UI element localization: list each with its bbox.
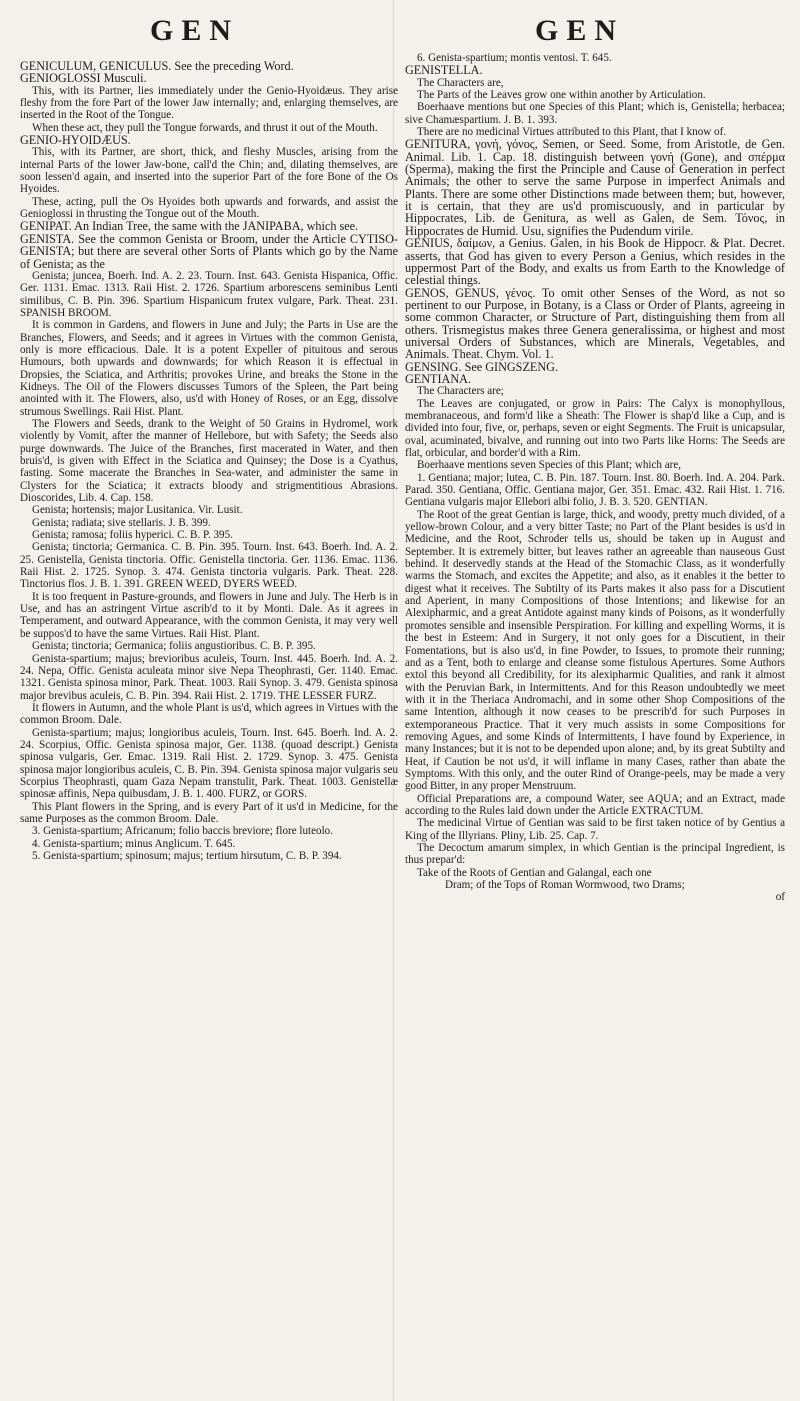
entry-paragraph: There are no medicinal Virtues attributed to this Plant, that I know of. <box>417 126 727 139</box>
entry-headword-paragraph: GENIPAT. An Indian Tree, the same with the JANIPABA, which see. <box>20 219 359 234</box>
entry-paragraph: It is common in Gardens, and flowers in June and July; the Parts in Use are the Branches, Flowers, and Seeds; and it agrees in Virtues with the common Genista, only is more efficacious. Dale. It is a potent Expeller of pituitous and serous Humours, both upwards and downwards; for which Reason it is effectual in Dropsies, the Sciatica, and Arthritis; provokes Urine, and breaks the Stone in the Kidneys. The Oil of the Flowers discusses Tumors of the Spleen, the Part being anointed with it. The Flowers, also, us'd with Honey of Roses, or an Egg, dissolve strumous Swellings. Raii Hist. Plant. <box>20 319 398 418</box>
entry-paragraph: These, acting, pull the Os Hyoides both upwards and forwards, and assist the Genioglossi in thrusting the Tongue out of the Mouth. <box>20 195 398 221</box>
entry-headword-paragraph: GENTIANA. <box>405 371 472 386</box>
entry-paragraph: 1. Gentiana; major; lutea, C. B. Pin. 187. Tourn. Inst. 80. Boerh. Ind. A. 204. Park. Parad. 350. Gentiana, Offic. Gentiana major, Ger. 351. Emac. 432. Raii Hist. 1. 716. Gentiana vulgaris major Ellebori albi folio, J. B. 3. 520. GENTIAN. <box>405 471 785 509</box>
entry-headword-paragraph: GENITURA, γονή, γόνος, Semen, or Seed. Some, from Aristotle, de Gen. Animal. Lib. 1. Cap. 18. distinguish between γονή (Gone), and σπέρμα (Sperma), making the first the Principle and Cause of Generation in perfect Animals; the other to serve the same Purpose in imperfect Animals and Plants. There are some other Distinctions made between them; but, however, it is certain, that they are us'd promiscuously, and in particular by Hippocrates, Lib. de Genitura, as well as Galen, de Sem. Τόνος, in Hippocrates de Humid. Usu, signifies the Pudendum virile. <box>405 137 785 238</box>
entry-paragraph: 4. Genista-spartium; minus Anglicum. T. 645. <box>32 837 236 850</box>
entry-paragraph: Take of the Roots of Gentian and Galangal, each one <box>417 866 652 879</box>
entry-headword-paragraph: GENISTELLA. <box>405 63 483 78</box>
entry-headword-paragraph: GENIUS, δαίμων, a Genius. Galen, in his Book de Hippocr. & Plat. Decret. asserts, that God has given to every Person a Genius, which resides in the uppermost Part of the Body, and exalts us from Earth to the Knowledge of celestial things. <box>405 236 785 288</box>
entry-paragraph: The Leaves are conjugated, or grow in Pairs: The Calyx is monophyllous, membranaceous, and form'd like a Sheath: The Flower is shap'd like a Cup, and is divided into four, five, or, perhaps, seven or eight Segments. The Fruit is unicapsular, oval, acuminated, bivalve, and running out into two Parts like Horns: The Seeds are flat, orbicular, and border'd with a Rim. <box>405 397 785 459</box>
entry-paragraph: The Root of the great Gentian is large, thick, and woody, pretty much divided, of a yellow-brown Colour, and a very bitter Taste; no Part of the Plant besides is us'd in Medicine, and the Root, Schroder tells us, should be taken up in August and September. It is extremely bitter, but leaves rather an agreeable than nauseous Gust behind. It deservedly stands at the Head of the Stomachic Class, as it wonderfully warms the Stomach, and excites the Appetite; and also, as it enables it the better to digest what it receives. The Subtilty of its Parts makes it also pass for a Discutient and Aperient, in many Compositions of those Intentions; and likewise for an Alexipharmic, and a great Antidote against many kinds of Poisons, as it wonderfully promotes sensible and insensible Perspiration. For killing and expelling Worms, it is the best in Esteem: And in Surgery, it not only goes for a Discutient, in their Fomentations, but is also us'd, in fine Powder, to Issues, to promote their running; and as a Tent, both to enlarge and cleanse some fistulous Apertures. Some Authors extol this beyond all Credibility, for its alexipharmic Qualities, and rank it almost with the Peruvian Bark, in Intermittents. And for this Reason undoubtedly we meet with it in the Theriaca Andromachi, and in some other Shop Compositions of the same Intention, although it now ceases to be prescrib'd for such Purposes in extemporaneous Practice. That it very much assists in some Compositions for removing Agues, and some Kinds of Intermittents, I have found by Experience, in many Instances; but it is not to be depended upon alone; and, by its great Subtilty and Heat, if Caution be not us'd, it will inflame in many Cases, rather than abate the Symptoms. With this only, and the outer Rind of Orange-peels, may be made a very good Bitter, in any proper Menstruum. <box>405 508 785 793</box>
entry-paragraph: Genista; tinctoria; Germanica; foliis angustioribus. C. B. P. 395. <box>32 640 316 653</box>
entry-paragraph: The Characters are, <box>417 76 504 89</box>
entry-paragraph: This, with its Partner, are short, thick, and fleshy Muscles, arising from the internal Parts of the lower Jaw-bone, call'd the Chin; and, dilating themselves, are soon lessen'd again, and inserted into the superior Part of the fore Bone of the Os Hyoides. <box>20 146 398 196</box>
entry-paragraph: The medicinal Virtue of Gentian was said to be first taken notice of by Gentius a King of the Illyrians. Pliny, Lib. 25. Cap. 7. <box>405 817 785 842</box>
entry-paragraph: Genista; juncea, Boerh. Ind. A. 2. 23. Tourn. Inst. 643. Genista Hispanica, Offic. Ger. 1131. Emac. 1313. Raii Hist. 2. 1726. Spartium arborescens seminibus Lenti similibus, C. B. Pin. 396. Spartium Hispanicum frutex vulgare, Park. Theat. 231. SPANISH BROOM. <box>20 269 398 319</box>
entry-paragraph: 5. Genista-spartium; spinosum; majus; tertium hirsutum, C. B. P. 394. <box>32 850 342 862</box>
entry-paragraph: Genista; tinctoria; Germanica. C. B. Pin. 395. Tourn. Inst. 643. Boerh. Ind. A. 2. 25. Genistella, Genista tinctoria. Offic. Genistella tinctoria. Ger. 1136. Emac. 1136. Raii Hist. 2. 1725. Synop. 3. 474. Genista tinctoria vulgaris. Park. Theat. 228. Tinctorius flos. J. B. 1. 391. GREEN WEED, DYERS WEED. <box>20 541 398 591</box>
entry-paragraph: The Characters are; <box>417 385 504 398</box>
entry-paragraph: of <box>775 891 785 904</box>
entry-paragraph: This Plant flowers in the Spring, and is every Part of it us'd in Medicine, for the same Purposes as the common Broom. Dale. <box>20 800 398 825</box>
entry-headword-paragraph: GENISTA. See the common Genista or Broom, under the Article CYTISO-GENISTA; but there are several other Sorts of Plants which go by the Name of Genista; as the <box>20 231 398 271</box>
entry-paragraph: The Parts of the Leaves grow one within another by Articulation. <box>417 89 706 102</box>
entry-paragraph: Genista; ramosa; foliis hyperici. C. B. P. 395. <box>32 529 233 542</box>
entry-headword-paragraph: GENIO-HYOIDÆUS. <box>20 133 131 148</box>
entry-headword-paragraph: GENOS, GENUS, γένος. To omit other Senses of the Word, as not so pertinent to our Purpose, in Botany, is a Class or Order of Plants, agreeing in some common Character, or Structure of Part, distinguishing them from all others. Trismegistus makes three Genera generalissima, or highest and most universal Orders of Substances, which are Minerals, Vegetables, and Animals. Theat. Chym. Vol. 1. <box>405 285 785 362</box>
entry-paragraph: 3. Genista-spartium; Africanum; folio baccis breviore; flore luteolo. <box>32 825 333 838</box>
entry-paragraph: Official Preparations are, a compound Water, see AQUA; and an Extract, made according to the Rules laid down under the Article EXTRACTUM. <box>405 792 785 817</box>
right-column <box>405 52 785 904</box>
entry-paragraph: Genista; radiata; sive stellaris. J. B. 399. <box>32 516 211 529</box>
entry-paragraph: Genista-spartium; majus; longioribus aculeis, Tourn. Inst. 645. Boerh. Ind. A. 2. 24. Scorpius, Offic. Genista spinosa major, Ger. 1138. (quoad descript.) Genista spinosa vulgaris, Ger. Emac. 1319. Raii Hist. 2. 1729. Synop. 3. 475. Genista spinosa major longioribus aculeis, C. B. Pin. 394. Genista spinosa major vulgaris seu Scorpius Theophrasti, quam Gaza Nepam transtulit, Park. Theat. 1003. Genistellæ spinosæ affinis, Nepa quibusdam, J. B. 1. 400. FURZ, or GORS. <box>20 726 398 801</box>
entry-paragraph: Genista; hortensis; major Lusitanica. Vir. Lusit. <box>32 504 243 517</box>
entry-paragraph: When these act, they pull the Tongue forwards, and thrust it out of the Mouth. <box>32 121 378 134</box>
running-head-left: GEN <box>150 14 240 47</box>
entry-headword-paragraph: GENIOGLOSSI Musculi. <box>20 71 147 86</box>
entry-headword-paragraph: GENICULUM, GENICULUS. See the preceding Word. <box>20 59 294 73</box>
entry-paragraph: This, with its Partner, lies immediately under the Genio-Hyoidæus. They arise fleshy from the fore Part of the lower Jaw internally; and, enlarging themselves, are inserted in the Root of the Tongue. <box>20 84 398 122</box>
entry-paragraph: 6. Genista-spartium; montis ventosi. T. 645. <box>417 52 612 64</box>
entry-paragraph: Genista-spartium; majus; brevioribus aculeis, Tourn. Inst. 445. Boerh. Ind. A. 2. 24. Nepa, Offic. Genista aculeata minor sive Nepa Theophrasti, Ger. 1140. Emac. 1321. Genista spinosa minor, Park. Theat. 1003. Raii Synop. 3. 479. Genista spinosa major brevibus aculeis, C. B. Pin. 394. Raii Hist. 2. 1719. THE LESSER FURZ. <box>20 652 398 702</box>
left-column <box>20 60 398 862</box>
entry-headword-paragraph: GENSING. See GINGSZENG. <box>405 359 559 374</box>
entry-paragraph: It is too frequent in Pasture-grounds, and flowers in June and July. The Herb is in Use, and has an astringent Virtue ascrib'd to it by Monti. Dale. As it agrees in Temperament, and outward Appearance, with the common Genista, it may very well be suppos'd to have the same Virtues. Raii Hist. Plant. <box>20 590 398 640</box>
entry-paragraph: Dram; of the Tops of Roman Wormwood, two Drams; <box>445 879 685 892</box>
entry-paragraph: Boerhaave mentions seven Species of this Plant; which are, <box>417 459 682 472</box>
entry-paragraph: Boerhaave mentions but one Species of this Plant; which is, Genistella; herbacea; sive Chamæspartium. J. B. 1. 393. <box>405 101 785 126</box>
entry-paragraph: It flowers in Autumn, and the whole Plant is us'd, which agrees in Virtues with the common Broom. Dale. <box>20 701 398 727</box>
running-head-right: GEN <box>535 14 625 47</box>
entry-paragraph: The Decoctum amarum simplex, in which Gentian is the principal Ingredient, is thus prepar'd: <box>405 842 785 867</box>
entry-paragraph: The Flowers and Seeds, drank to the Weight of 50 Grains in Hydromel, work violently by Vomit, after the manner of Hellebore, but with Safety; the Seeds also purge downwards. The Juice of the Branches, first macerated in Water, and then bruis'd, is given with Effect in the Sciatica and Quinsey; the Dose is a Cyathus, fasting. Some macerate the Branches in Sea-water, and administer the same in Clysters for the Sciatica; it extracts bloody and strigmentitious Abrasions. Dioscorides, Lib. 4. Cap. 158. <box>20 417 398 505</box>
